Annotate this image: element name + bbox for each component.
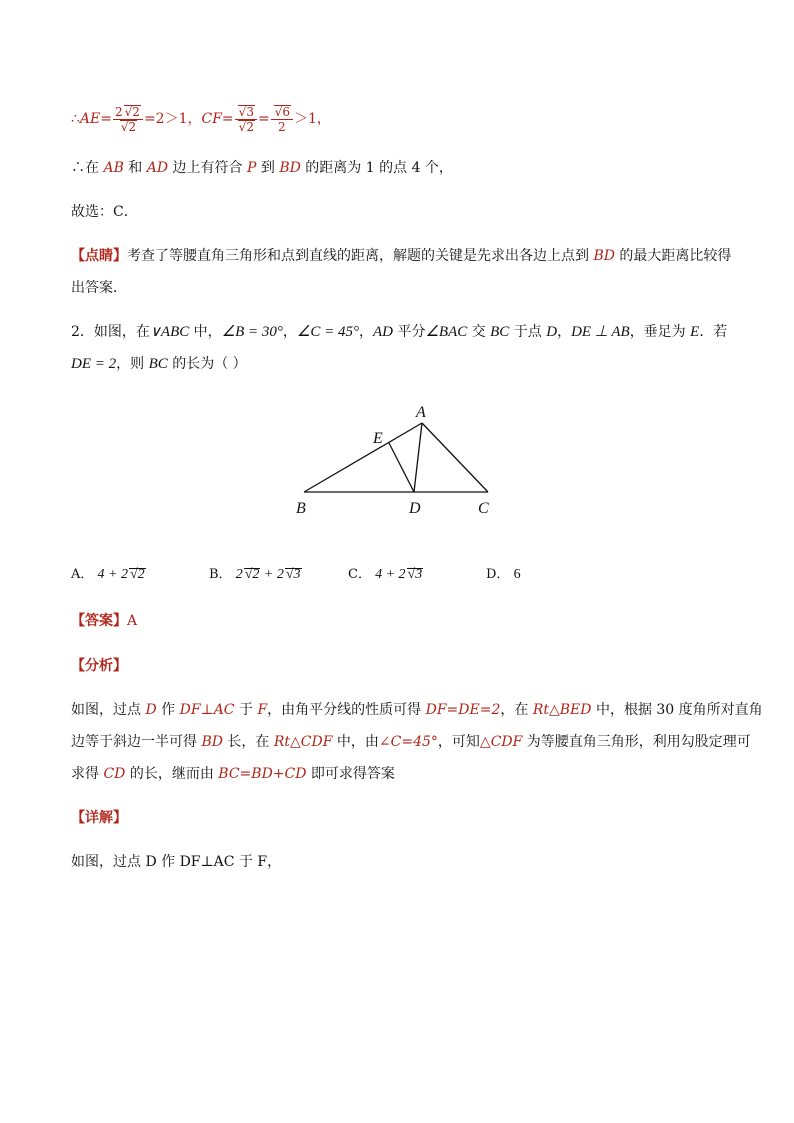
- text: 和: [123, 160, 147, 176]
- q-point-d: D: [546, 324, 558, 340]
- label-c: C: [478, 500, 489, 517]
- q-ad: AD: [373, 324, 393, 340]
- line-ae-cf: [71, 103, 331, 135]
- equals-sign-2: =: [221, 111, 234, 127]
- ae-fraction: [113, 105, 143, 134]
- q-text: 交: [467, 324, 491, 340]
- therefore-symbol: ∴: [71, 111, 80, 127]
- text: ，在: [500, 702, 533, 718]
- ae-label: AE: [79, 111, 101, 127]
- question-line-1: [71, 322, 727, 342]
- ae-num-coef: 2: [115, 104, 123, 119]
- text: 边上有符合: [168, 160, 248, 176]
- text: ，由角平分线的性质可得: [267, 702, 426, 718]
- comment-tag: 【点睛】: [71, 248, 127, 264]
- choice-expr: [236, 567, 302, 582]
- triangle-figure: [290, 398, 500, 520]
- q-text: 的长为（ ）: [167, 356, 247, 372]
- text: ，可知: [437, 734, 480, 750]
- radical: √2: [129, 567, 145, 582]
- choice-expr: 6: [513, 567, 521, 582]
- segment-bd: BD: [201, 734, 223, 750]
- radicand: 2: [137, 567, 145, 582]
- rt-bed: Rt△BED: [532, 702, 592, 718]
- question-line-2: [71, 354, 247, 374]
- radical: √3: [285, 567, 301, 582]
- df-perp-ac: DF⊥AC: [179, 702, 235, 718]
- text: 的距离为 1 的点 4 个，: [300, 160, 453, 176]
- text: ∴在: [71, 160, 104, 176]
- text: 中，由: [332, 734, 379, 750]
- detail-tag: 【详解】: [71, 810, 127, 826]
- text: 如图，过点: [71, 702, 146, 718]
- ae-den-rad: 2: [128, 119, 137, 134]
- choice-term: 2: [235, 567, 243, 582]
- choice-a[interactable]: [71, 563, 146, 583]
- choice-expr: [375, 567, 423, 582]
- choice-term: + 2: [260, 567, 284, 582]
- side-ac: [422, 423, 488, 492]
- segment-de: [389, 443, 414, 492]
- triangle-cdf: △CDF: [479, 734, 523, 750]
- answer-line: [71, 611, 137, 631]
- choice-letter: A．: [71, 567, 94, 582]
- rt-cdf: Rt△CDF: [273, 734, 333, 750]
- q-de-eq: DE = 2: [71, 356, 117, 372]
- point-f: F: [257, 702, 268, 718]
- cf-num2-rad: 6: [282, 104, 290, 119]
- analysis-line-2: [71, 732, 751, 752]
- radical: √2: [244, 567, 260, 582]
- label-e: E: [373, 430, 383, 447]
- choice-term: 4 + 2: [97, 567, 128, 582]
- radicand: 3: [415, 567, 423, 582]
- q-text: ．若: [699, 324, 728, 340]
- choice-term: 4 + 2: [375, 567, 406, 582]
- segment-bd: BD: [279, 160, 301, 176]
- text: 中，根据 30 度角所对直角: [591, 702, 763, 718]
- q-text: 于点: [509, 324, 547, 340]
- comment-text: 的最大距离比较得: [614, 248, 732, 264]
- q-angle-b: ∠B = 30°: [221, 324, 283, 340]
- answer-tag: 【答案】: [71, 613, 127, 629]
- answer-choice-line: 故选：C．: [71, 204, 138, 220]
- q-bc: BC: [148, 356, 168, 372]
- q-bc: BC: [490, 324, 510, 340]
- text: 长，在: [222, 734, 274, 750]
- text: 即可求得答案: [306, 766, 395, 782]
- text: 求得: [71, 766, 104, 782]
- ae-num-radical: √2: [124, 104, 140, 119]
- radicand: 2: [252, 567, 260, 582]
- answer-value: A: [127, 613, 138, 629]
- analysis-line-3: [71, 764, 395, 784]
- q-angle-c: ∠C = 45°: [296, 324, 359, 340]
- text: 于: [234, 702, 258, 718]
- detail-line-1: 如图，过点 D 作 DF⊥AC 于 F，: [71, 854, 282, 870]
- cf-label: CF: [201, 111, 222, 127]
- q-text: ，则: [116, 356, 149, 372]
- q-text: 2．如图，在: [71, 324, 150, 340]
- q-triangle: ∨ABC: [149, 324, 190, 340]
- comment-line-1: [71, 246, 731, 266]
- text: 的长，继而由: [125, 766, 219, 782]
- cf-fraction-1: $\frac{√3}{√2}$: [235, 105, 257, 134]
- label-a: A: [416, 404, 426, 421]
- comment-line-2: 出答案．: [71, 280, 127, 296]
- q-point-e: E: [690, 324, 700, 340]
- q-perp: DE ⊥ AB: [571, 324, 630, 340]
- segment-bd: BD: [593, 248, 615, 264]
- radicand: 3: [293, 567, 301, 582]
- label-b: B: [296, 500, 306, 517]
- q-text: ，垂足为: [629, 324, 691, 340]
- segment-ab: AB: [103, 160, 124, 176]
- analysis-tag: 【分析】: [71, 658, 127, 674]
- cf-num-rad: 3: [246, 104, 254, 119]
- choice-b[interactable]: [209, 563, 302, 583]
- df-de-eq: DF=DE=2: [425, 702, 501, 718]
- ae-result: =2＞1，: [143, 111, 202, 127]
- q-text: 中，: [189, 324, 222, 340]
- cf-den-rad: 2: [246, 119, 254, 134]
- q-sep: ，: [282, 324, 297, 340]
- radical: √3: [407, 567, 423, 582]
- text: 到: [256, 160, 280, 176]
- equals-sign: =: [100, 111, 112, 127]
- analysis-line-1: [71, 700, 763, 720]
- text: 为等腰直角三角形，利用勾股定理可: [522, 734, 751, 750]
- q-text: ，: [557, 324, 572, 340]
- label-d: D: [409, 500, 421, 517]
- segment-ad: [414, 423, 422, 492]
- equals-sign-3: =: [257, 111, 270, 127]
- choice-letter: B．: [209, 567, 232, 582]
- cf-fraction-2: $\frac{√6}{2}$: [271, 105, 293, 134]
- choice-expr: [98, 567, 146, 582]
- q-angle-bac: ∠BAC: [425, 324, 468, 340]
- choice-letter: D．: [486, 567, 510, 582]
- point-p: P: [247, 160, 257, 176]
- line-points-count: [71, 158, 453, 178]
- angle-c-45: ∠C=45°: [378, 734, 438, 750]
- cf-result: ＞1，: [293, 111, 331, 127]
- ae-den-radical: √2: [120, 119, 137, 134]
- text: 边等于斜边一半可得: [71, 734, 202, 750]
- q-text: 平分: [393, 324, 426, 340]
- q-sep: ，: [359, 324, 373, 340]
- choice-c[interactable]: [348, 563, 423, 583]
- point-d: D: [145, 702, 157, 718]
- ae-num-rad: 2: [132, 104, 140, 119]
- bc-sum: BC=BD+CD: [218, 766, 307, 782]
- choice-letter: C．: [348, 567, 371, 582]
- side-ab: [304, 423, 422, 492]
- choice-d[interactable]: [486, 563, 521, 583]
- comment-text: 考查了等腰直角三角形和点到直线的距离，解题的关键是先求出各边上点到: [127, 248, 594, 264]
- segment-ad: AD: [146, 160, 169, 176]
- text: 作: [156, 702, 180, 718]
- segment-cd: CD: [103, 766, 126, 782]
- cf-den2: 2: [278, 119, 286, 134]
